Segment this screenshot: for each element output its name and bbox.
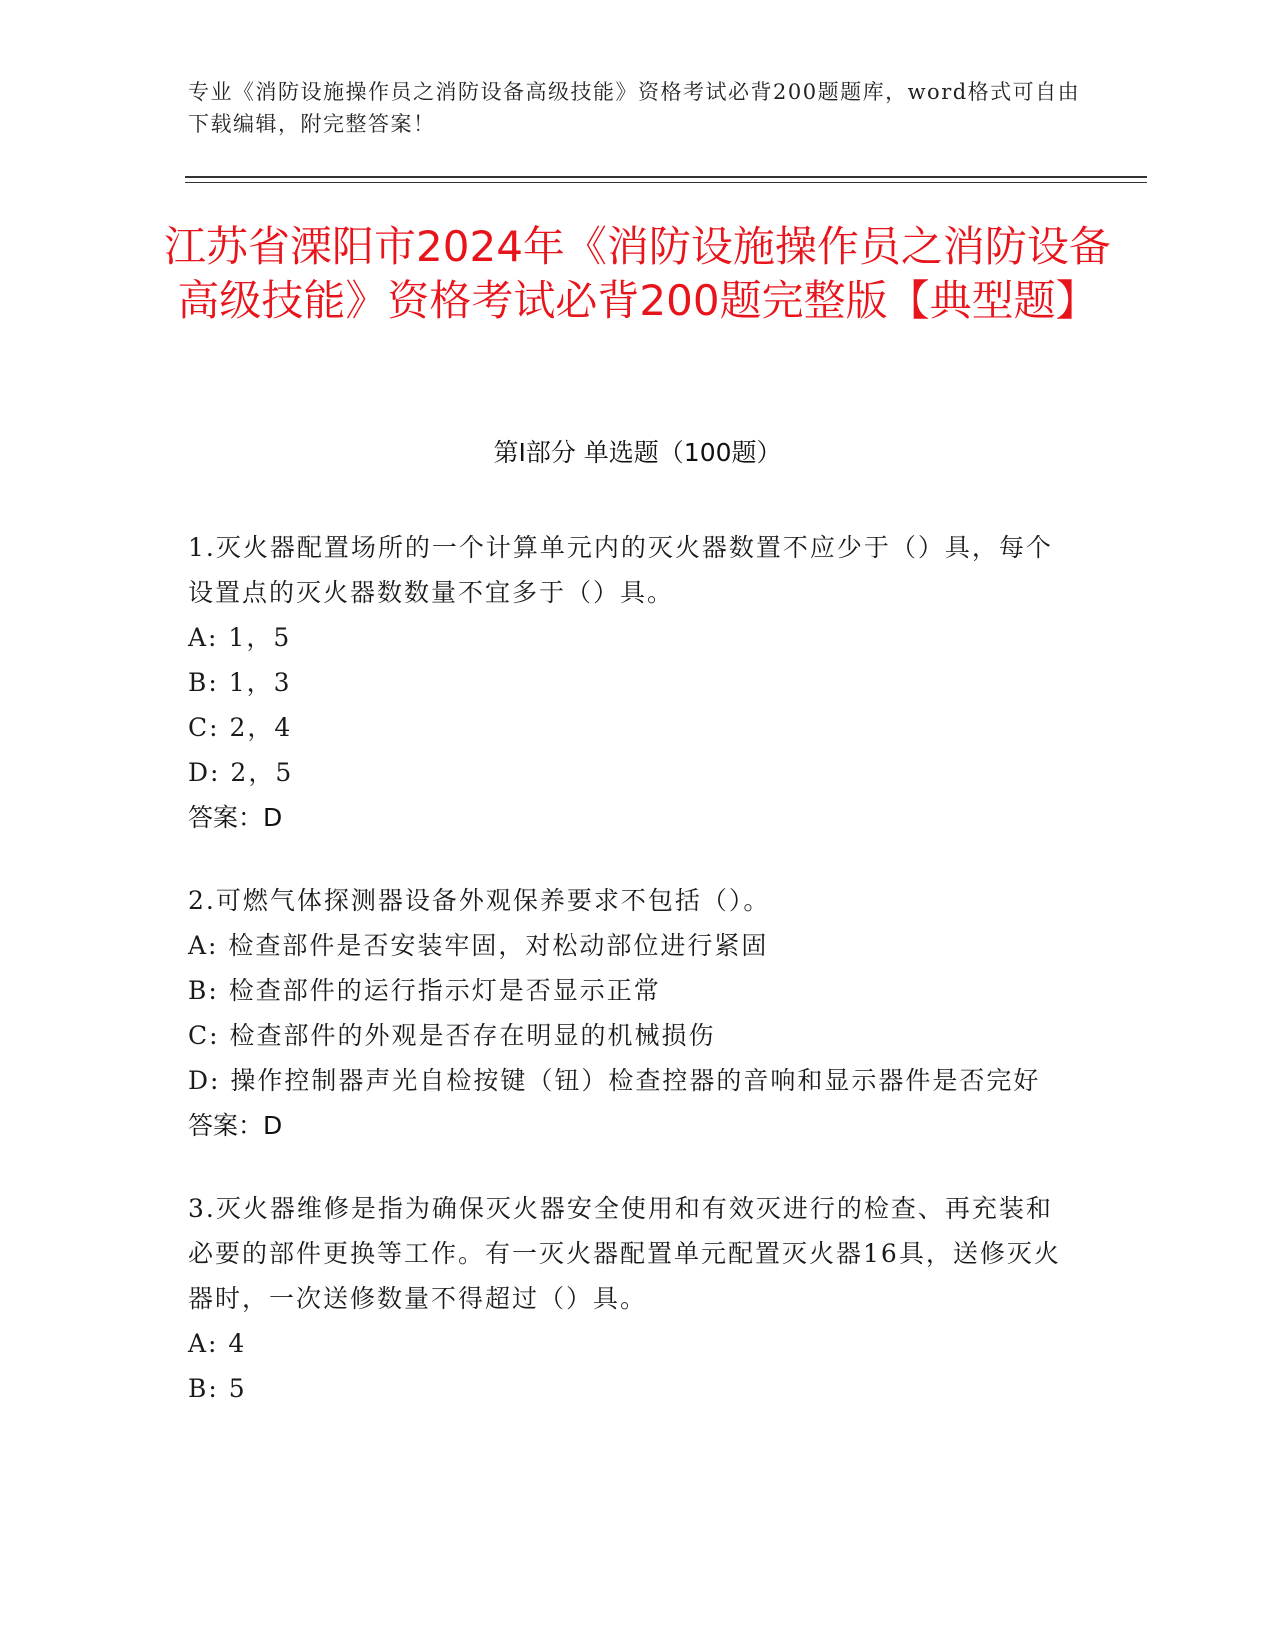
option-b: B: 5 bbox=[188, 1374, 247, 1403]
option-a: A: 检查部件是否安装牢固，对松动部位进行紧固 bbox=[188, 931, 769, 960]
option-d: D: 操作控制器声光自检按键（钮）检查控器的音响和显示器件是否完好 bbox=[188, 1066, 1041, 1095]
document-title: 江苏省溧阳市2024年《消防设施操作员之消防设备高级技能》资格考试必背200题完整版【典型题】 bbox=[164, 222, 1111, 325]
option-c: C: 检查部件的外观是否存在明显的机械损伤 bbox=[188, 1021, 716, 1050]
question-item bbox=[188, 1186, 1068, 1411]
option-d: D: 2，5 bbox=[188, 758, 294, 787]
option-a: A: 4 bbox=[188, 1329, 247, 1358]
option-b: B: 检查部件的运行指示灯是否显示正常 bbox=[188, 976, 661, 1005]
header-note: 专业《消防设施操作员之消防设备高级技能》资格考试必背200题题库，word格式可自由下载编辑，附完整答案！ bbox=[188, 80, 1081, 136]
question-item bbox=[188, 878, 1068, 1148]
header-divider-thin bbox=[185, 182, 1147, 183]
question-text: 3.灭火器维修是指为确保灭火器安全使用和有效灭进行的检查、再充装和必要的部件更换等工作。有一灭火器配置单元配置灭火器16具，送修灭火器时，一次送修数量不得超过（）具。 bbox=[188, 1194, 1061, 1313]
answer-label: 答案：D bbox=[188, 1111, 283, 1140]
question-list bbox=[188, 525, 1068, 1449]
answer-label: 答案：D bbox=[188, 803, 283, 832]
option-b: B: 1，3 bbox=[188, 668, 292, 697]
question-text: 1.灭火器配置场所的一个计算单元内的灭火器数置不应少于（）具，每个设置点的灭火器数数量不宜多于（）具。 bbox=[188, 533, 1053, 607]
section-title: 第I部分 单选题（100题） bbox=[493, 438, 782, 467]
question-text: 2.可燃气体探测器设备外观保养要求不包括（）。 bbox=[188, 886, 771, 915]
option-a: A: 1，5 bbox=[188, 623, 292, 652]
header-divider-thick bbox=[185, 176, 1147, 178]
option-c: C: 2，4 bbox=[188, 713, 293, 742]
question-item bbox=[188, 525, 1068, 840]
